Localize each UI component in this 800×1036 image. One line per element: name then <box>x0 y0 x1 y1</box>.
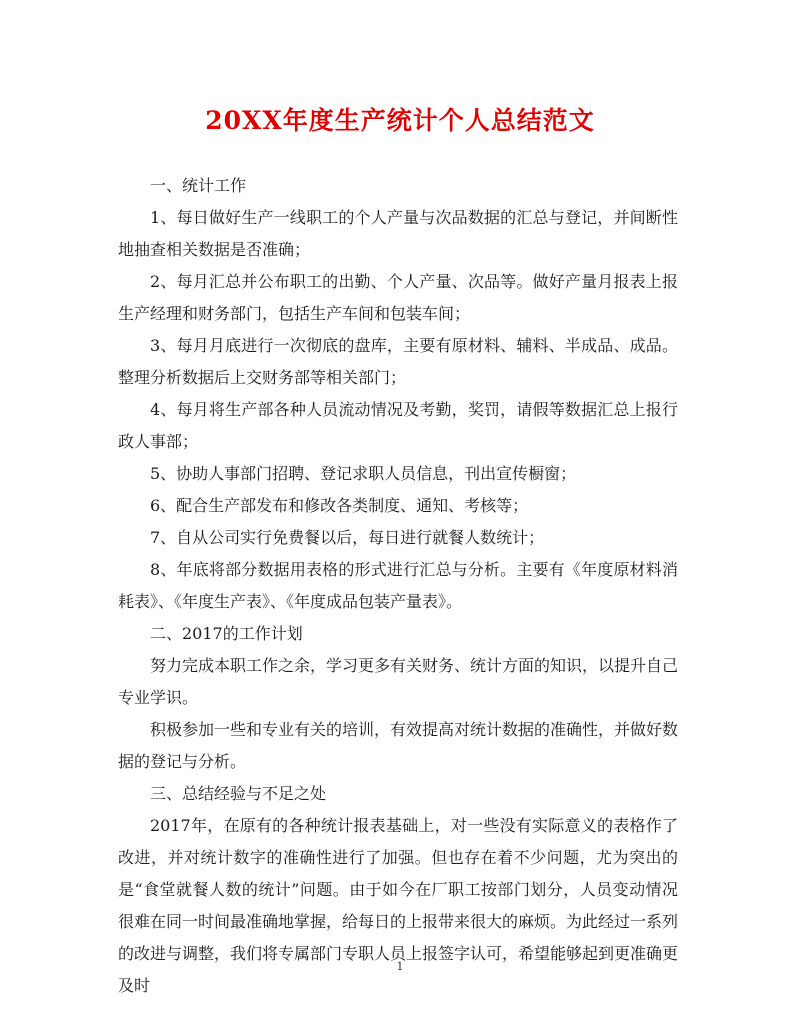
section-heading-summary: 三、总结经验与不足之处 <box>150 784 327 803</box>
paragraph-item-6: 6、配合生产部发布和修改各类制度、通知、考核等； <box>150 496 529 515</box>
section-heading-statistics-work: 一、统计工作 <box>150 176 247 195</box>
paragraph-item-2: 2、每月汇总并公布职工的出勤、个人产量、次品等。做好产量月报表上报生产经理和财务部门，包括生产车间和包装车间； <box>118 272 678 323</box>
paragraph-item-7: 7、自从公司实行免费餐以后，每日进行就餐人数统计； <box>150 528 545 547</box>
section-heading-work-plan: 二、2017的工作计划 <box>150 624 303 643</box>
paragraph-item-3: 3、每月月底进行一次彻底的盘库，主要有原材料、辅料、半成品、成品。整理分析数据后上交财务部等相关部门； <box>118 336 678 387</box>
paragraph-item-1: 1、每日做好生产一线职工的个人产量与次品数据的汇总与登记，并间断性地抽查相关数据是否准确； <box>118 208 678 259</box>
paragraph-item-4: 4、每月将生产部各种人员流动情况及考勤，奖罚，请假等数据汇总上报行政人事部； <box>118 400 678 451</box>
paragraph-item-5: 5、协助人事部门招聘、登记求职人员信息，刊出宣传橱窗； <box>150 464 577 483</box>
paragraph-plan-1: 努力完成本职工作之余，学习更多有关财务、统计方面的知识，以提升自己专业学识。 <box>118 656 679 707</box>
page-title: 20XX年度生产统计个人总结范文 <box>205 106 595 135</box>
document-body <box>118 170 678 1002</box>
paragraph-plan-2: 积极参加一些和专业有关的培训，有效提高对统计数据的准确性，并做好数据的登记与分析。 <box>118 720 679 771</box>
paragraph-summary: 2017年，在原有的各种统计报表基础上，对一些没有实际意义的表格作了改进，并对统计数字的准确性进行了加强。但也存在着不少问题，尤为突出的是“食堂就餐人数的统计”问题。由于如今在厂职工按部门划分，人员变动情况很难在同一时间最准确地掌握，给每日的上报带来很大的麻烦。为此经过一系列的改进与调整，我们将专属部门专职人员上报签字认可，希望能够起到更准确更及时 <box>118 816 679 995</box>
paragraph-item-8: 8、年底将部分数据用表格的形式进行汇总与分析。主要有《年度原材料消耗表》、《年度生产表》、《年度成品包装产量表》。 <box>118 560 678 611</box>
page-number: 1 <box>396 960 404 973</box>
